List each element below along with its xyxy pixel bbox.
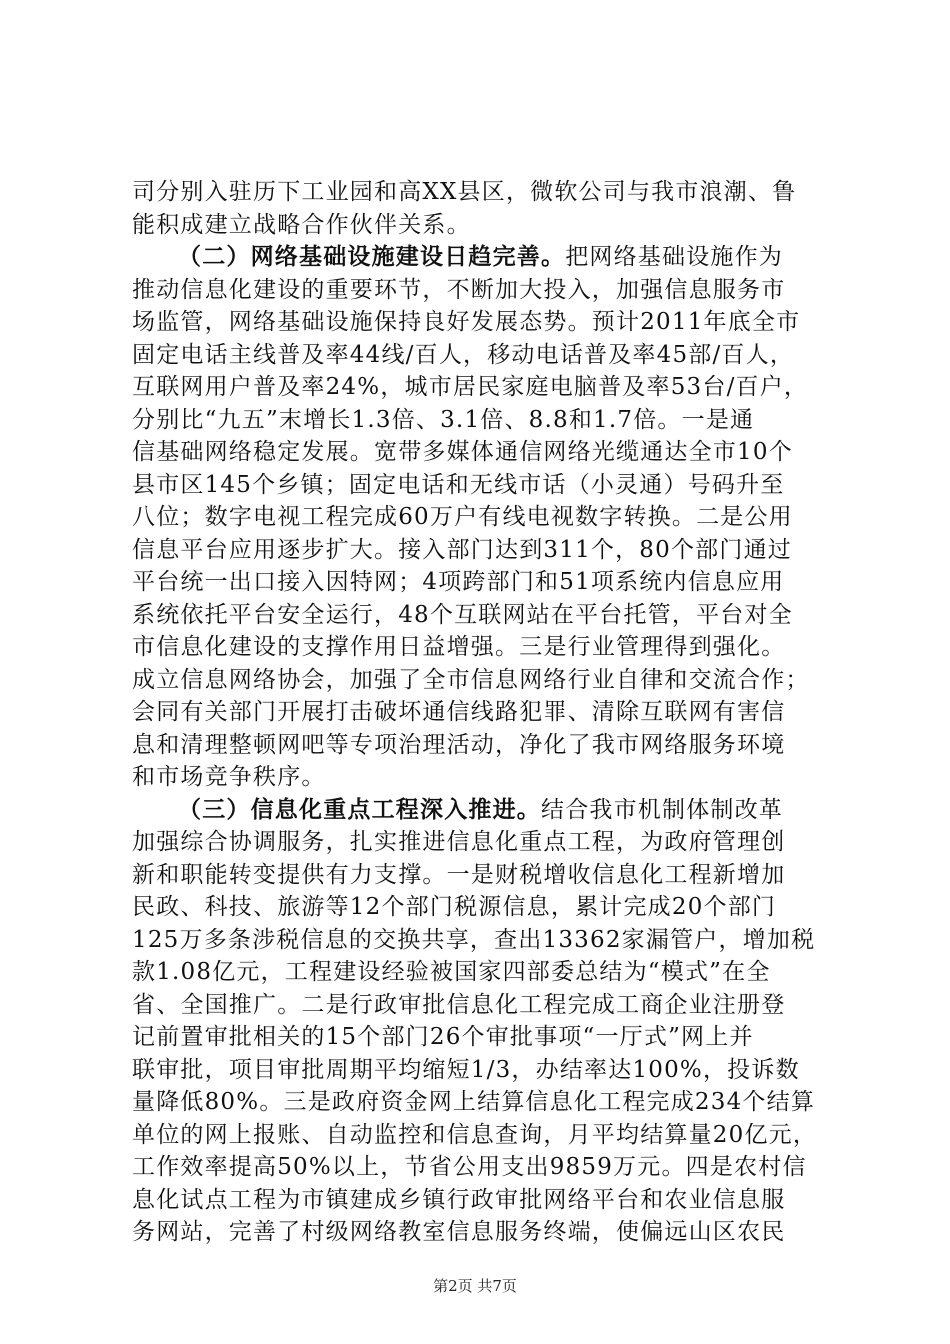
section-heading-line bbox=[132, 241, 844, 274]
body-line-text: 成立信息网络协会，加强了全市信息网络行业自律和交流合作； bbox=[132, 666, 810, 693]
body-line bbox=[132, 891, 844, 924]
body-line bbox=[132, 274, 844, 307]
body-line bbox=[132, 1216, 844, 1249]
document-body bbox=[132, 176, 844, 1249]
body-line-text: 分别比“九五”末增长1.3倍、3.1倍、8.8和1.7倍。一是通 bbox=[132, 406, 755, 433]
body-line-text: 和市场竞争秩序。 bbox=[132, 764, 326, 790]
body-line bbox=[132, 436, 844, 469]
body-line-text: 互联网用户普及率24%，城市居民家庭电脑普及率53台/百户， bbox=[132, 374, 809, 400]
body-line-text: 把网络基础设施作为 bbox=[565, 244, 784, 270]
body-line bbox=[132, 1119, 844, 1152]
body-line-text: 民政、科技、旅游等12个部门税源信息，累计完成20个部门 bbox=[132, 894, 777, 920]
body-line-text: 息和清理整顿网吧等专项治理活动，净化了我市网络服务环境 bbox=[132, 731, 786, 758]
body-line-text: 新和职能转变提供有力支撑。一是财税增收信息化工程新增加 bbox=[132, 861, 786, 888]
body-line bbox=[132, 306, 844, 339]
body-line-text: 省、全国推广。二是行政审批信息化工程完成工商企业注册登 bbox=[132, 991, 786, 1018]
body-line-text: 款1.08亿元，工程建设经验被国家四部委总结为“模式”在全 bbox=[132, 959, 771, 985]
body-line-text: 固定电话主线普及率44线/百人，移动电话普及率45部/百人， bbox=[132, 341, 795, 368]
body-line-text: 记前置审批相关的15个部门26个审批事项“一厅式”网上并 bbox=[132, 1024, 754, 1050]
body-line bbox=[132, 1151, 844, 1184]
body-line-text: 能积成建立战略合作伙伴关系。 bbox=[132, 211, 471, 238]
body-line bbox=[132, 761, 844, 794]
body-line-text: 息化试点工程为市镇建成乡镇行政审批网络平台和农业信息服 bbox=[132, 1186, 786, 1213]
body-line bbox=[132, 989, 844, 1022]
body-line bbox=[132, 826, 844, 859]
body-line bbox=[132, 956, 844, 989]
body-line bbox=[132, 339, 844, 372]
body-line-text: 信基础网络稳定发展。宽带多媒体通信网络光缆通达全市10个 bbox=[132, 439, 793, 465]
body-line bbox=[132, 209, 844, 242]
body-line bbox=[132, 696, 844, 729]
body-line bbox=[132, 1054, 844, 1087]
body-line-text: 八位；数字电视工程完成60万户有线电视数字转换。二是公用 bbox=[132, 504, 793, 530]
page-number-footer: 第2页 共7页 bbox=[433, 1277, 517, 1295]
body-line bbox=[132, 631, 844, 664]
body-line bbox=[132, 176, 844, 209]
body-line bbox=[132, 664, 844, 697]
body-line bbox=[132, 404, 844, 437]
body-line bbox=[132, 501, 844, 534]
body-line bbox=[132, 534, 844, 567]
body-line-text: 务网站，完善了村级网络教室信息服务终端，使偏远山区农民 bbox=[132, 1219, 786, 1245]
body-line bbox=[132, 371, 844, 404]
body-line bbox=[132, 1184, 844, 1217]
body-line-text: 系统依托平台安全运行，48个互联网站在平台托管，平台对全 bbox=[132, 601, 793, 628]
body-line bbox=[132, 566, 844, 599]
body-line-text: 推动信息化建设的重要环节，不断加大投入，加强信息服务市 bbox=[132, 276, 786, 303]
body-line-text: 工作效率提高50%以上，节省公用支出9859万元。四是农村信 bbox=[132, 1154, 807, 1180]
body-line bbox=[132, 469, 844, 502]
body-line-text: 加强综合协调服务，扎实推进信息化重点工程，为政府管理创 bbox=[132, 829, 786, 855]
body-line-text: 联审批，项目审批周期平均缩短1/3，办结率达100%，投诉数 bbox=[132, 1056, 800, 1083]
body-line bbox=[132, 1086, 844, 1119]
body-line-text: 场监管，网络基础设施保持良好发展态势。预计2011年底全市 bbox=[132, 309, 801, 335]
body-line bbox=[132, 729, 844, 762]
section-heading: （三）信息化重点工程深入推进。 bbox=[178, 796, 541, 823]
body-line-text: 量降低80%。三是政府资金网上结算信息化工程完成234个结算 bbox=[132, 1089, 816, 1115]
body-line-text: 市信息化建设的支撑作用日益增强。三是行业管理得到强化。 bbox=[132, 634, 786, 660]
body-line-text: 司分别入驻历下工业园和高XX县区，微软公司与我市浪潮、鲁 bbox=[132, 179, 797, 205]
body-line bbox=[132, 924, 844, 957]
body-line-text: 会同有关部门开展打击破坏通信线路犯罪、清除互联网有害信 bbox=[132, 699, 786, 725]
body-line-text: 125万多条涉税信息的交换共享，查出13362家漏管户，增加税 bbox=[132, 926, 816, 953]
section-heading-line bbox=[132, 794, 844, 827]
body-line bbox=[132, 859, 844, 892]
section-heading: （二）网络基础设施建设日趋完善。 bbox=[178, 244, 566, 270]
body-line-text: 单位的网上报账、自动监控和信息查询，月平均结算量20亿元， bbox=[132, 1121, 818, 1148]
body-line-text: 结合我市机制体制改革 bbox=[541, 796, 783, 823]
body-line-text: 信息平台应用逐步扩大。接入部门达到311个，80个部门通过 bbox=[132, 536, 792, 563]
body-line-text: 县市区145个乡镇；固定电话和无线市话（小灵通）号码升至 bbox=[132, 471, 785, 498]
body-line bbox=[132, 1021, 844, 1054]
body-line-text: 平台统一出口接入因特网；4项跨部门和51项系统内信息应用 bbox=[132, 569, 785, 595]
body-line bbox=[132, 599, 844, 632]
